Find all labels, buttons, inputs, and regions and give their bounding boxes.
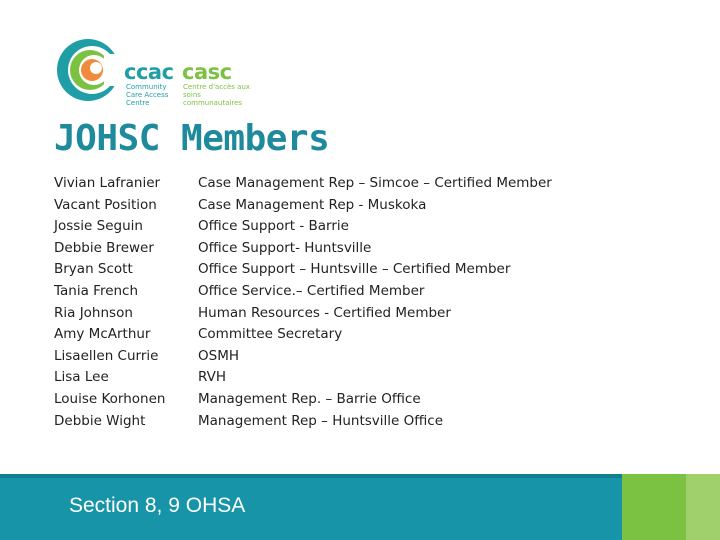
member-role: RVH — [198, 369, 227, 386]
member-row — [54, 346, 552, 368]
logo-subtitle-fr: Centre d'accès aux soins communautaires — [183, 83, 251, 107]
member-row — [54, 367, 552, 389]
member-row — [54, 389, 552, 411]
logo-subtitle-en: Community Care Access Centre — [126, 83, 169, 107]
member-role: Office Support - Barrie — [198, 218, 349, 235]
member-role: Office Service.– Certified Member — [198, 282, 425, 299]
member-role: Committee Secretary — [198, 326, 343, 343]
member-name: Louise Korhonen — [54, 390, 166, 407]
ccac-logo — [52, 36, 252, 112]
footer-text: Section 8, 9 OHSA — [69, 494, 246, 517]
member-role: Management Rep – Huntsville Office — [198, 412, 444, 429]
footer-band — [0, 474, 720, 540]
logo-name-en: ccac — [124, 60, 174, 84]
member-row — [54, 259, 552, 281]
page-title: JOHSC Members — [54, 118, 330, 159]
member-role: Management Rep. – Barrie Office — [198, 390, 421, 407]
member-row — [54, 238, 552, 260]
member-role: Office Support- Huntsville — [198, 239, 372, 256]
member-name: Lisa Lee — [54, 369, 109, 386]
member-role: OSMH — [198, 347, 239, 364]
member-name: Vivian Lafranier — [54, 175, 161, 191]
footer-divider — [0, 474, 622, 478]
member-name: Ria Johnson — [54, 304, 133, 321]
footer-green-block — [622, 474, 686, 540]
member-name: Debbie Wight — [54, 412, 146, 429]
member-role: Human Resources - Certified Member — [198, 304, 451, 321]
ccac-circle-logo-icon — [52, 36, 122, 112]
member-name: Vacant Position — [54, 196, 157, 213]
member-name: Debbie Brewer — [54, 239, 154, 256]
member-row — [54, 281, 552, 303]
members-list — [54, 173, 552, 432]
member-name: Bryan Scott — [54, 261, 133, 278]
member-role: Case Management Rep - Muskoka — [198, 196, 427, 213]
logo-name-fr: casc — [182, 60, 232, 84]
member-row — [54, 173, 552, 195]
member-name: Lisaellen Currie — [54, 347, 159, 364]
member-name: Amy McArthur — [54, 326, 151, 343]
member-row — [54, 303, 552, 325]
member-row — [54, 216, 552, 238]
member-name: Jossie Seguin — [54, 218, 143, 235]
member-row — [54, 195, 552, 217]
member-row — [54, 324, 552, 346]
member-name: Tania French — [54, 282, 139, 299]
footer-light-green-block — [686, 474, 720, 540]
member-role: Office Support – Huntsville – Certified Member — [198, 261, 511, 278]
member-role: Case Management Rep – Simcoe – Certified Member — [198, 175, 552, 191]
member-row — [54, 411, 552, 433]
